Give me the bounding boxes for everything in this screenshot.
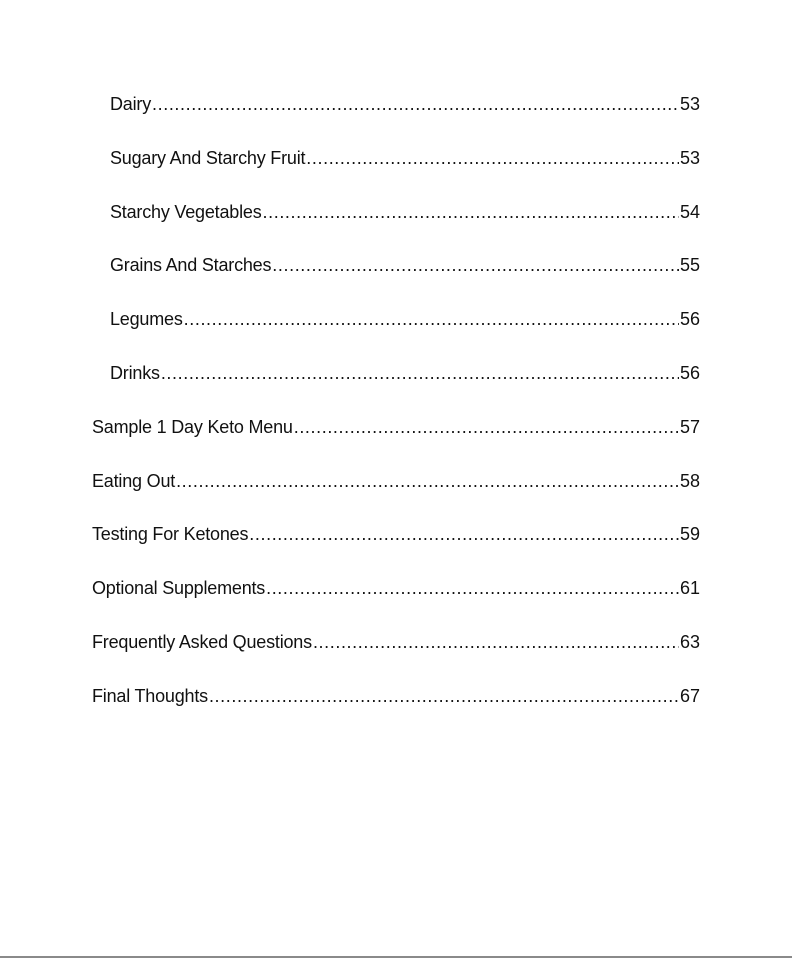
toc-dot-leader xyxy=(176,470,679,492)
toc-entry-title: Starchy Vegetables xyxy=(110,201,262,222)
toc-entry-page-number: 61 xyxy=(679,578,700,599)
toc-entry-grains-and-starches[interactable] xyxy=(110,245,700,299)
toc-entry-title: Eating Out xyxy=(92,470,176,491)
toc-dot-leader xyxy=(184,308,679,330)
toc-entry-starchy-vegetables[interactable] xyxy=(110,192,700,246)
toc-entry-title: Final Thoughts xyxy=(92,685,208,706)
toc-dot-leader xyxy=(152,93,679,115)
toc-entry-title: Grains And Starches xyxy=(110,255,272,276)
toc-dot-leader xyxy=(294,416,679,438)
toc-dot-leader xyxy=(272,254,679,276)
toc-entry-title: Testing For Ketones xyxy=(92,524,249,545)
toc-entry-page-number: 55 xyxy=(679,255,700,276)
toc-entry-title: Sugary And Starchy Fruit xyxy=(110,147,306,168)
toc-entry-page-number: 56 xyxy=(679,309,700,330)
toc-entry-final-thoughts[interactable] xyxy=(92,676,700,730)
toc-entry-eating-out[interactable] xyxy=(92,461,700,515)
toc-entry-page-number: 67 xyxy=(679,685,700,706)
toc-entry-title: Optional Supplements xyxy=(92,578,266,599)
toc-entry-dairy[interactable] xyxy=(110,84,700,138)
toc-entry-title: Legumes xyxy=(110,309,183,330)
toc-entry-page-number: 53 xyxy=(679,147,700,168)
table-of-contents xyxy=(0,84,792,730)
toc-entry-sample-1-day-keto-menu[interactable] xyxy=(92,407,700,461)
toc-entry-title: Sample 1 Day Keto Menu xyxy=(92,416,293,437)
toc-dot-leader xyxy=(306,147,679,169)
toc-entry-page-number: 59 xyxy=(679,524,700,545)
toc-entry-testing-for-ketones[interactable] xyxy=(92,514,700,568)
toc-entry-page-number: 63 xyxy=(679,631,700,652)
toc-dot-leader xyxy=(313,631,679,653)
toc-entry-page-number: 53 xyxy=(679,94,700,114)
toc-dot-leader xyxy=(249,523,679,545)
toc-dot-leader xyxy=(263,201,679,223)
toc-entry-page-number: 54 xyxy=(679,201,700,222)
toc-entry-page-number: 56 xyxy=(679,362,700,383)
toc-entry-title: Dairy xyxy=(110,94,152,114)
toc-entry-drinks[interactable] xyxy=(110,353,700,407)
toc-entry-title: Frequently Asked Questions xyxy=(92,631,312,652)
toc-dot-leader xyxy=(209,685,679,707)
toc-entry-legumes[interactable] xyxy=(110,299,700,353)
toc-entry-frequently-asked-questions[interactable] xyxy=(92,622,700,676)
toc-entry-sugary-and-starchy-fruit[interactable] xyxy=(110,138,700,192)
toc-entry-title: Drinks xyxy=(110,362,160,383)
toc-entry-page-number: 58 xyxy=(679,470,700,491)
toc-entry-optional-supplements[interactable] xyxy=(92,568,700,622)
toc-entry-page-number: 57 xyxy=(679,416,700,437)
toc-dot-leader xyxy=(161,362,679,384)
toc-dot-leader xyxy=(266,577,679,599)
